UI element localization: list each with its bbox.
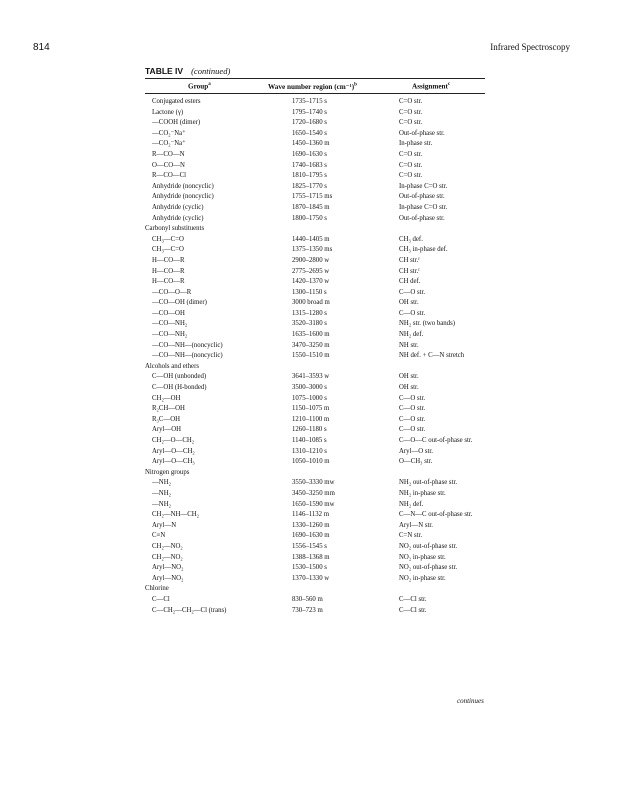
assignment-cell: In-phase C=O str. <box>399 182 448 190</box>
assignment-cell: C—O str. <box>399 309 426 317</box>
wave-number-cell: 1330–1260 m <box>292 521 330 529</box>
table-row <box>0 489 617 500</box>
group-cell: Alcohols and ethers <box>145 362 199 370</box>
group-cell: —COOH (dimer) <box>152 119 201 127</box>
assignment-cell: C=O str. <box>399 150 423 158</box>
wave-number-cell: 1740–1683 s <box>292 161 327 169</box>
group-cell: —CO—NH₂ <box>152 331 188 339</box>
assignment-cell: C=O str. <box>399 108 423 116</box>
assignment-cell: Out-of-phase str. <box>399 129 445 137</box>
wave-number-cell: 3450–3250 mm <box>292 489 335 497</box>
wave-number-cell: 2900–2800 w <box>292 256 330 264</box>
assignment-cell: CH str.ᶠ <box>399 256 420 264</box>
table-top-rule <box>145 78 485 79</box>
section-heading-row <box>0 468 617 479</box>
group-cell: O—CO—N <box>152 161 185 169</box>
group-cell: CH₂—OH <box>152 394 181 402</box>
assignment-cell: NH₂ def. <box>399 331 424 339</box>
assignment-cell: CH₃ in-phase def. <box>399 246 448 254</box>
group-cell: CH₂—NH—CH₂ <box>152 511 200 519</box>
group-cell: —CO₂⁻Na⁺ <box>152 140 186 148</box>
group-cell: —NH₂ <box>152 489 171 497</box>
group-cell: Anhydride (noncyclic) <box>152 193 214 201</box>
table-row <box>0 500 617 511</box>
table-row <box>0 404 617 415</box>
table-header-rule <box>145 93 485 94</box>
table-row <box>0 553 617 564</box>
assignment-cell: C—O—C out-of-phase str. <box>399 437 473 444</box>
wave-number-cell: 3641–3593 w <box>292 373 330 381</box>
group-cell: C—Cl <box>152 595 170 603</box>
group-cell: Aryl—OH <box>152 426 182 434</box>
column-header-wave-number: Wave number region $(cm^{-1})^b$ <box>268 82 357 91</box>
assignment-cell: NO₂ out-of-phase str. <box>399 542 458 550</box>
table-continued-note: (continued) <box>191 66 231 76</box>
wave-number-cell: 1825–1770 s <box>292 182 327 190</box>
wave-number-cell: 1870–1845 m <box>292 203 330 211</box>
group-cell: Nitrogen groups <box>145 468 190 476</box>
continues-note: continues <box>457 697 484 705</box>
group-cell: Anhydride (cyclic) <box>152 214 204 222</box>
wave-number-cell: 730–723 m <box>292 606 323 614</box>
wave-number-cell: 3500–3000 s <box>292 384 327 392</box>
table-row <box>0 595 617 606</box>
assignment-cell: O—CH₃ str. <box>399 458 433 466</box>
wave-number-cell: 1450–1360 m <box>292 140 330 148</box>
wave-number-cell: 2775–2695 w <box>292 267 330 275</box>
wave-number-cell: 1370–1330 w <box>292 574 330 582</box>
table-row <box>0 563 617 574</box>
wave-number-cell: 1300–1150 s <box>292 288 327 296</box>
assignment-cell: Out-of-phase str. <box>399 214 445 222</box>
assignment-cell: C=O str. <box>399 119 423 127</box>
assignment-cell: C—Cl str. <box>399 595 427 603</box>
wave-number-cell: 1690–1630 s <box>292 150 327 158</box>
table-row <box>0 182 617 193</box>
page-number: 814 <box>33 42 50 53</box>
group-cell: Anhydride (cyclic) <box>152 203 204 211</box>
wave-number-cell: 1140–1085 s <box>292 437 327 444</box>
assignment-cell: NH₂ def. <box>399 500 424 508</box>
table-row <box>0 510 617 521</box>
table-row <box>0 108 617 119</box>
assignment-cell: C—Cl str. <box>399 606 427 614</box>
group-cell: R₂CH—OH <box>152 405 185 413</box>
assignment-cell: C=N str. <box>399 532 423 540</box>
group-cell: —CO—NH—(noncyclic) <box>152 341 223 349</box>
table-row <box>0 372 617 383</box>
wave-number-cell: 1150–1075 m <box>292 405 330 413</box>
group-cell: R—CO—Cl <box>152 172 186 180</box>
group-cell: —CO—O—R <box>152 288 192 296</box>
group-cell: —CO₂⁻Na⁺ <box>152 129 186 137</box>
assignment-cell: Out-of-phase str. <box>399 193 445 201</box>
assignment-cell: C—O str. <box>399 415 426 423</box>
assignment-cell: NH₂ str. (two bands) <box>399 320 455 328</box>
wave-number-cell: 1650–1590 mw <box>292 500 335 508</box>
table-row <box>0 447 617 458</box>
wave-number-cell: 1720–1680 s <box>292 119 327 127</box>
wave-number-cell: 1146–1132 m <box>292 511 330 519</box>
group-cell: CH₂—NO₂ <box>152 542 183 550</box>
wave-number-cell: 1260–1180 s <box>292 426 327 434</box>
table-label: TABLE IV <box>145 66 184 76</box>
wave-number-cell: 3520–3180 s <box>292 320 327 328</box>
group-cell: Conjugated esters <box>152 98 201 105</box>
table-row <box>0 606 617 617</box>
table-row <box>0 129 617 140</box>
column-header-group: Group$^a$ <box>188 82 211 91</box>
group-cell: R—CO—N <box>152 150 185 158</box>
wave-number-cell: 1690–1630 m <box>292 532 330 540</box>
assignment-cell: NO₂ in-phase str. <box>399 553 446 561</box>
table-row <box>0 288 617 299</box>
table-row <box>0 341 617 352</box>
group-cell: H—CO—R <box>152 256 185 264</box>
assignment-cell: NO₂ out-of-phase str. <box>399 564 458 572</box>
table-row <box>0 277 617 288</box>
table-row <box>0 203 617 214</box>
table-row <box>0 298 617 309</box>
assignment-cell: C—O str. <box>399 394 426 402</box>
table-row <box>0 531 617 542</box>
table-row <box>0 425 617 436</box>
wave-number-cell: 1375–1350 ms <box>292 246 333 254</box>
wave-number-cell: 830–560 m <box>292 595 323 603</box>
table-row <box>0 436 617 447</box>
wave-number-cell: 1635–1600 m <box>292 331 330 339</box>
assignment-cell: OH str. <box>399 299 419 307</box>
table-row <box>0 309 617 320</box>
group-cell: —CO—OH <box>152 309 185 317</box>
column-header-assignment: Assignment$^c$ <box>412 82 451 91</box>
assignment-cell: Aryl—O str. <box>399 447 433 455</box>
wave-number-cell: 1310–1210 s <box>292 447 327 455</box>
group-cell: —CO—NH₂ <box>152 320 188 328</box>
table-row <box>0 521 617 532</box>
assignment-cell: OH str. <box>399 384 419 392</box>
group-cell: C—OH (H-bonded) <box>152 384 207 392</box>
assignment-cell: C—O str. <box>399 426 426 434</box>
group-cell: —NH₂ <box>152 500 171 508</box>
running-head: Infrared Spectroscopy <box>490 42 570 52</box>
group-cell: —NH₂ <box>152 479 171 487</box>
assignment-cell: C—O str. <box>399 405 426 413</box>
group-cell: CH₃—C=O <box>152 246 184 254</box>
group-cell: Aryl—O—CH₂ <box>152 447 195 455</box>
group-cell: Aryl—NO₂ <box>152 564 184 572</box>
group-cell: Aryl—NO₂ <box>152 574 184 582</box>
table-row <box>0 478 617 489</box>
table-row <box>0 267 617 278</box>
table-row <box>0 245 617 256</box>
group-cell: H—CO—R <box>152 267 185 275</box>
table-row <box>0 235 617 246</box>
table-row <box>0 150 617 161</box>
assignment-cell: C=O str. <box>399 172 423 180</box>
table-row <box>0 192 617 203</box>
wave-number-cell: 1050–1010 m <box>292 458 330 466</box>
wave-number-cell: 1440–1405 m <box>292 235 330 243</box>
table-row <box>0 542 617 553</box>
section-heading-row <box>0 224 617 235</box>
table-row <box>0 394 617 405</box>
table-title <box>145 66 230 76</box>
wave-number-cell: 1530–1500 s <box>292 564 327 572</box>
group-cell: —CO—OH (dimer) <box>152 299 207 307</box>
wave-number-cell: 1075–1000 s <box>292 394 327 402</box>
group-cell: Lactone (γ) <box>152 108 184 116</box>
assignment-cell: CH₃ def. <box>399 235 423 243</box>
group-cell: CH₂—O—CH₂ <box>152 437 195 444</box>
assignment-cell: NH str. <box>399 341 419 349</box>
assignment-cell: CH def. <box>399 278 421 286</box>
wave-number-cell: 1388–1368 m <box>292 553 330 561</box>
group-cell: Chlorine <box>145 585 169 593</box>
section-heading-row <box>0 584 617 595</box>
table-row <box>0 319 617 330</box>
wave-number-cell: 1210–1100 m <box>292 415 330 423</box>
table-row <box>0 118 617 129</box>
assignment-cell: CH str.ᶠ <box>399 267 420 275</box>
group-cell: Aryl—N <box>152 521 177 529</box>
table-row <box>0 383 617 394</box>
table-row <box>0 256 617 267</box>
assignment-cell: C=O str. <box>399 98 423 105</box>
section-heading-row <box>0 362 617 373</box>
table-row <box>0 161 617 172</box>
wave-number-cell: 1556–1545 s <box>292 542 327 550</box>
assignment-cell: NH₂ in-phase str. <box>399 489 446 497</box>
table-row <box>0 457 617 468</box>
wave-number-cell: 1315–1280 s <box>292 309 327 317</box>
assignment-cell: In-phase C=O str. <box>399 203 448 211</box>
wave-number-cell: 1550–1510 m <box>292 352 330 360</box>
wave-number-cell: 1795–1740 s <box>292 108 327 116</box>
assignment-cell: NH₂ out-of-phase str. <box>399 479 458 487</box>
wave-number-cell: 1420–1370 w <box>292 278 330 286</box>
wave-number-cell: 1650–1540 s <box>292 129 327 137</box>
table-row <box>0 330 617 341</box>
assignment-cell: C—N—C out-of-phase str. <box>399 511 473 519</box>
group-cell: H—CO—R <box>152 278 185 286</box>
group-cell: Anhydride (noncyclic) <box>152 182 214 190</box>
table-row <box>0 351 617 362</box>
group-cell: CH₂—NO₂ <box>152 553 183 561</box>
table-row <box>0 415 617 426</box>
assignment-cell: OH str. <box>399 373 419 381</box>
table-row <box>0 574 617 585</box>
group-cell: CH₃—C=O <box>152 235 184 243</box>
wave-number-cell: 1810–1795 s <box>292 172 327 180</box>
wave-number-cell: 1755–1715 ms <box>292 193 333 201</box>
wave-number-cell: 3550–3330 mw <box>292 479 335 487</box>
wave-number-cell: 1735–1715 s <box>292 98 327 105</box>
table-row <box>0 214 617 225</box>
assignment-cell: In-phase str. <box>399 140 433 148</box>
table-body <box>0 97 617 616</box>
group-cell: Carbonyl substituents <box>145 225 205 233</box>
group-cell: C—OH (unbonded) <box>152 373 207 381</box>
assignment-cell: NO₂ in-phase str. <box>399 574 446 582</box>
group-cell: R₃C—OH <box>152 415 181 423</box>
group-cell: C—CH₂—CH₂—Cl (trans) <box>152 606 227 614</box>
group-cell: Aryl—O—CH₃ <box>152 458 195 466</box>
table-row <box>0 171 617 182</box>
wave-number-cell: 3000 broad m <box>292 299 330 307</box>
group-cell: C≡N <box>152 532 166 540</box>
table-row <box>0 139 617 150</box>
assignment-cell: C=O str. <box>399 161 423 169</box>
assignment-cell: Aryl—N str. <box>399 521 433 529</box>
wave-number-cell: 1800–1750 s <box>292 214 327 222</box>
table-row <box>0 97 617 108</box>
assignment-cell: C—O str. <box>399 288 426 296</box>
assignment-cell: NH def. + C—N stretch <box>399 352 465 360</box>
wave-number-cell: 3470–3250 m <box>292 341 330 349</box>
group-cell: —CO—NH—(noncyclic) <box>152 352 223 360</box>
